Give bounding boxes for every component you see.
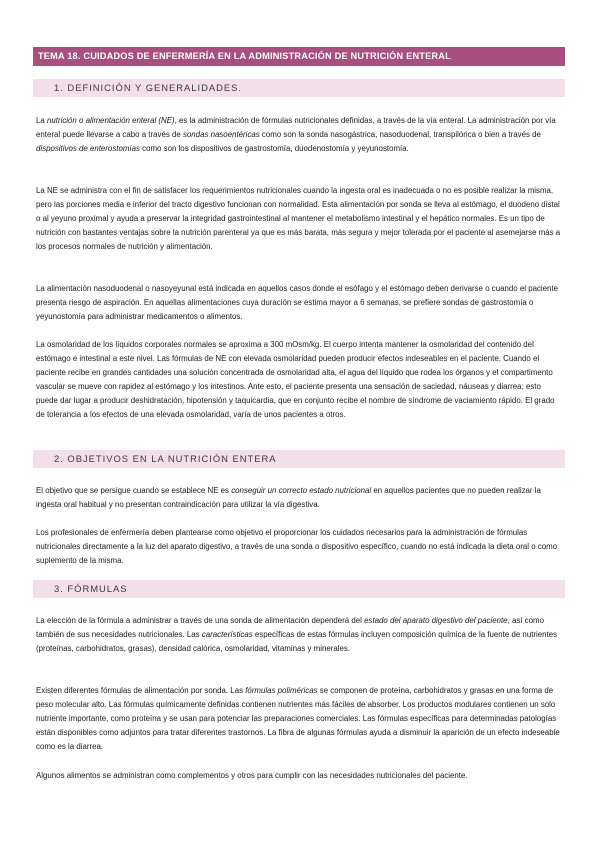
text-run: específicas de estas fórmulas incluyen composición química de la fuente de nutrientes (proteínas, carbohidratos, grasas), densidad calórica, osmolaridad, vitaminas y minerales. [36, 630, 558, 653]
paragraph [36, 614, 562, 656]
text-run: se componen de proteína, carbohidratos y grasas en una forma de peso molecular alto. Las fórmulas químicamente definidas contienen nutrientes más fáciles de absorber. Los productos modulares contienen un solo nutriente importante, como proteína y se usan para potenciar las preparaciones comerciales. Las fórmulas específicas para determinadas patologías están disponibles como adjuntos para tratar diferentes trastornos. La fibra de algunas fórmulas ayuda a disminuir la aparición de un efecto indeseable como es la diarrea. [36, 686, 560, 751]
paragraph [36, 184, 562, 254]
text-run: La alimentación nasoduodenal o nasoyeyunal está indicada en aquellos casos donde el esófago y el estómago deben derivarse o cuando el paciente presenta riesgo de aspiración. En aquellas alimentaciones cuya duración se estima mayor a 6 semanas, se prefiere sondas de gastrostomía o yeyunostomía para administrar medicamentos o alimentos. [36, 284, 559, 321]
section-heading-definicion: 1. DEFINICIÓN Y GENERALIDADES. [33, 79, 565, 97]
text-run: Los profesionales de enfermería deben plantearse como objetivo el proporcionar los cuidados necesarios para la administración de fórmulas nutricionales directamente a la luz del aparato digestivo, a través de una sonda o dispositivo específico, cuando no está indicada la dieta oral o como suplemento de la misma. [36, 528, 558, 565]
text-run: en aquellos pacientes que no pueden realizar la ingesta oral habitual y no presentan contraindicación para utilizar la vía digestiva. [36, 486, 541, 509]
emphasis-text: características [201, 630, 253, 639]
text-run: La [36, 116, 47, 125]
paragraph [36, 484, 562, 512]
text-run: La elección de la fórmula a administrar a través de una sonda de alimentación dependerá del [36, 616, 365, 625]
text-run: La NE se administra con el fin de satisfacer los requerimientos nutricionales cuando la ingesta oral es inadecuada o no es posible realizar la misma, pero las porciones media e inferior del tracto digestivo funcionan con normalidad. Esta alimentación por sonda se lleva al estómago, el duodeno distal o al yeyuno proximal y ayuda a preservar la integridad gastrointestinal al mantener el metabolismo intestinal y el hepático normales. Es un tipo de nutrición con bastantes ventajas sobre la nutrición parenteral ya que es más barata, más segura y mejor tolerada por el paciente al asemejarse más a los procesos normales de nutrición y alimentación. [36, 186, 561, 251]
emphasis-text: dispositivos de enterostomías [36, 144, 140, 153]
section-heading-objetivos: 2. OBJETIVOS EN LA NUTRICIÓN ENTERA [33, 450, 565, 468]
paragraph [36, 114, 562, 156]
text-run: Existen diferentes fórmulas de alimentación por sonda. Las [36, 686, 246, 695]
text-run: , es la administración de fórmulas nutricionales definidas, a través de la vía enteral. La administración por vía enteral puede llevarse a cabo a través de [36, 116, 556, 139]
paragraph [36, 338, 562, 422]
paragraph [36, 526, 562, 568]
paragraph [36, 282, 562, 324]
document-title: TEMA 18. CUIDADOS DE ENFERMERÍA EN LA ADMINISTRACIÓN DE NUTRICIÓN ENTERAL [33, 47, 565, 66]
text-run: El objetivo que se persigue cuando se establece NE es [36, 486, 232, 495]
text-run: , así como también de sus necesidades nutricionales. Las [36, 616, 544, 639]
emphasis-text: conseguir un correcto estado nutricional [231, 486, 372, 495]
section-heading-formulas: 3. FÓRMULAS [33, 580, 565, 598]
paragraph [36, 769, 562, 783]
text-run: Algunos alimentos se administran como complementos y otros para cumplir con las necesidades nutricionales del paciente. [36, 771, 468, 780]
emphasis-text: fórmulas poliméricas [245, 686, 318, 695]
emphasis-text: nutrición o alimentación enteral (NE) [46, 116, 175, 125]
emphasis-text: sondas nasoentéricas [182, 130, 260, 139]
paragraph [36, 684, 562, 754]
text-run: como son los dispositivos de gastrostomía, duodenostomía y yeyunostomía. [139, 144, 409, 153]
text-run: La osmolaridad de los líquidos corporales normales se aproxima a 300 mOsm/kg. El cuerpo intenta mantener la osmolaridad del contenido del estómago e intestinal a este nivel. Las fórmulas de NE con elevada osmolaridad pueden producir efectos indeseables en el paciente. Cuando el paciente recibe en grandes cantidades una solución concentrada de osmolaridad alta, el agua del líquido que rodea los órganos y el compartimento vascular se mueve con rapidez al estómago y los intestinos. Ante esto, el paciente presenta una sensación de saciedad, náuseas y diarrea; esto puede dar lugar a producir deshidratación, hipotensión y taquicardia, que en conjunto recibe el nombre de síndrome de vaciamiento rápido. El grado de tolerancia a los efectos de una elevada osmolaridad, varía de unos pacientes a otros. [36, 340, 555, 419]
emphasis-text: estado del aparato digestivo del paciente [364, 616, 508, 625]
text-run: como son la sonda nasogástrica, nasoduodenal, transpilórica o bien a través de [259, 130, 541, 139]
